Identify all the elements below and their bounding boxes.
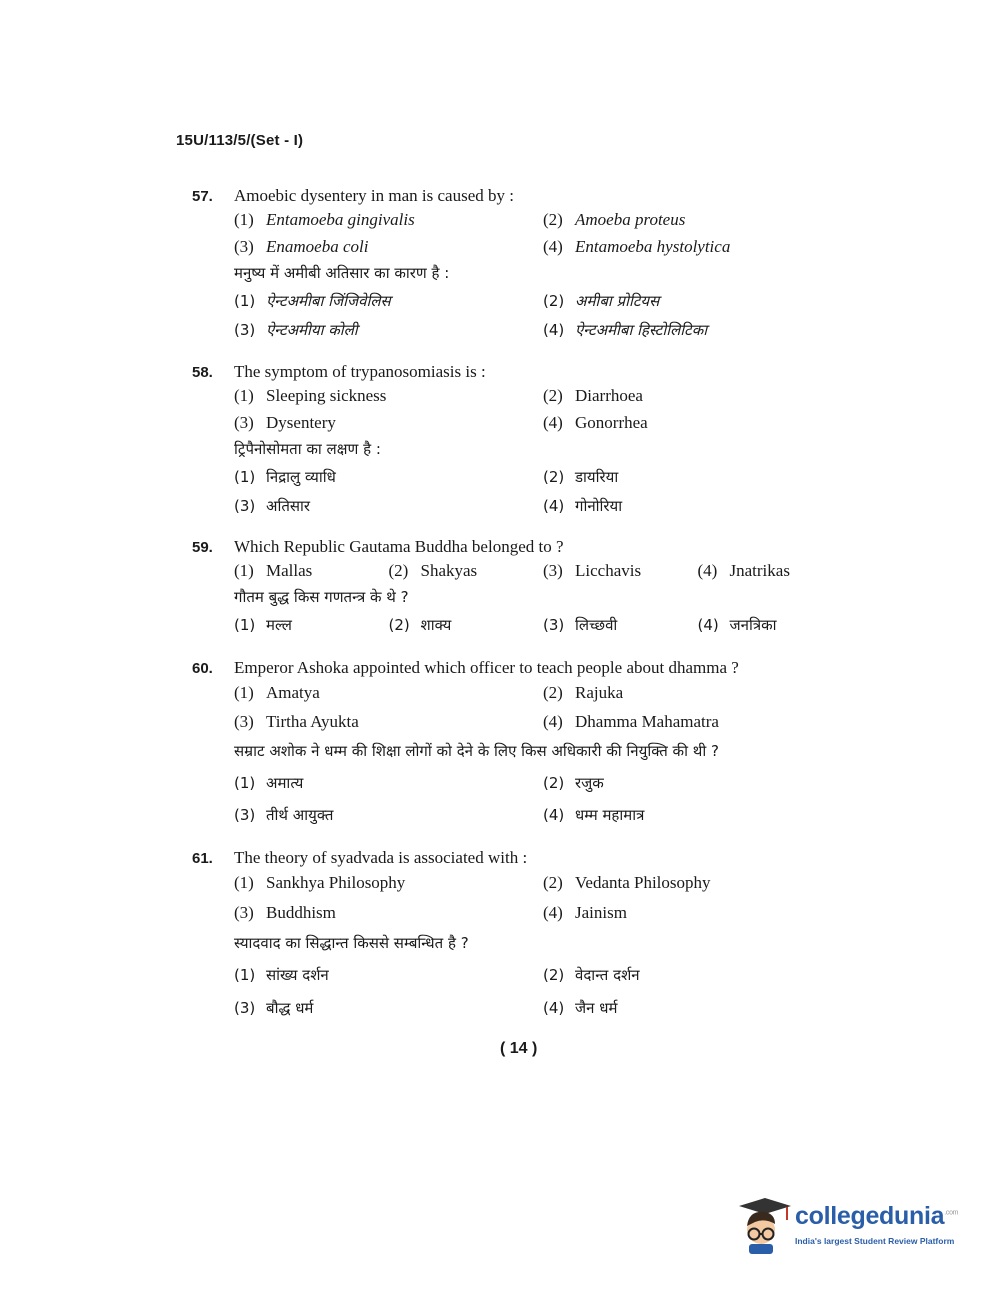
options-en [234, 206, 852, 260]
options-en [234, 382, 852, 436]
question-59 [192, 537, 852, 640]
question-number: 59. [192, 539, 213, 556]
question-60 [192, 658, 852, 831]
option-2-hi: (2) अमीबा प्रोटियस [543, 292, 660, 310]
option-1-hi: (1) निद्रालु व्याधि [234, 468, 336, 486]
question-58 [192, 362, 852, 521]
option-4: (4) Gonorrhea [543, 413, 648, 432]
option-1: (1) Mallas [234, 561, 313, 580]
option-1-hi: (1) अमात्य [234, 774, 304, 792]
option-4-hi: (4) गोनोरिया [543, 497, 623, 515]
option-2-hi: (2) शाक्य [388, 616, 452, 634]
option-4-hi: (4) जनत्रिका [697, 616, 777, 634]
question-text-en: Emperor Ashoka appointed which officer to teach people about dhamma ? [234, 658, 739, 677]
option-1: (1) Entamoeba gingivalis [234, 210, 415, 229]
collegedunia-logo [735, 1196, 965, 1256]
options-en [234, 557, 852, 584]
option-2-hi: (2) रजुक [543, 774, 604, 792]
options-hi [234, 959, 852, 1025]
question-number: 60. [192, 660, 213, 677]
question-text-en: Which Republic Gautama Buddha belonged to ? [234, 537, 564, 556]
options-en [234, 678, 852, 736]
option-2: (2) Diarrhoea [543, 386, 643, 405]
option-4: (4) Jainism [543, 903, 627, 922]
question-text-hi: गौतम बुद्ध किस गणतन्त्र के थे ? [234, 588, 409, 606]
options-hi [234, 287, 852, 345]
logo-wordmark: collegedunia [795, 1202, 945, 1230]
question-text-hi: सम्राट अशोक ने धम्म की शिक्षा लोगों को देने के लिए किस अधिकारी की नियुक्ति की थी ? [234, 742, 719, 760]
question-text-hi: ट्रिपैनोसोमता का लक्षण है : [234, 440, 381, 458]
option-3-hi: (3) अतिसार [234, 497, 311, 515]
paper-code: 15U/113/5/(Set - I) [176, 132, 304, 149]
option-3: (3) Tirtha Ayukta [234, 712, 359, 731]
question-57 [192, 186, 852, 345]
option-3-hi: (3) लिच्छवी [543, 616, 618, 634]
option-2-hi: (2) वेदान्त दर्शन [543, 966, 640, 984]
logo-tagline: India's largest Student Review Platform [795, 1236, 955, 1246]
question-61 [192, 848, 852, 1025]
option-2-hi: (2) डायरिया [543, 468, 619, 486]
option-3: (3) Enamoeba coli [234, 237, 369, 256]
question-number: 58. [192, 364, 213, 381]
option-2: (2) Vedanta Philosophy [543, 873, 711, 892]
option-3-hi: (3) तीर्थ आयुक्त [234, 806, 334, 824]
option-1: (1) Sankhya Philosophy [234, 873, 406, 892]
option-4-hi: (4) जैन धर्म [543, 999, 618, 1017]
options-hi [234, 611, 852, 640]
question-text-hi: स्यादवाद का सिद्धान्त किससे सम्बन्धित है ? [234, 934, 469, 952]
question-text-hi: मनुष्य में अमीबी अतिसार का कारण है : [234, 264, 450, 282]
option-3-hi: (3) बौद्ध धर्म [234, 999, 314, 1017]
question-text-en: The theory of syadvada is associated with : [234, 848, 528, 867]
option-4: (4) Dhamma Mahamatra [543, 712, 719, 731]
page-number: ( 14 ) [500, 1040, 538, 1057]
option-4-hi: (4) ऐन्टअमीबा हिस्टोलिटिका [543, 321, 708, 339]
option-3: (3) Buddhism [234, 903, 336, 922]
logo-suffix: .com [944, 1209, 959, 1217]
question-text-en: Amoebic dysentery in man is caused by : [234, 186, 514, 205]
option-1: (1) Sleeping sickness [234, 386, 387, 405]
option-2: (2) Amoeba proteus [543, 210, 686, 229]
option-1-hi: (1) मल्ल [234, 616, 292, 634]
option-2: (2) Shakyas [388, 561, 478, 580]
options-hi [234, 463, 852, 521]
options-hi [234, 767, 852, 831]
mascot-icon [735, 1196, 793, 1256]
option-3: (3) Licchavis [543, 561, 642, 580]
question-number: 61. [192, 850, 213, 867]
option-4: (4) Jnatrikas [697, 561, 790, 580]
option-1: (1) Amatya [234, 683, 320, 702]
question-text-en: The symptom of trypanosomiasis is : [234, 362, 486, 381]
options-en [234, 868, 852, 928]
option-4: (4) Entamoeba hystolytica [543, 237, 731, 256]
option-4-hi: (4) धम्म महामात्र [543, 806, 645, 824]
option-1-hi: (1) सांख्य दर्शन [234, 966, 329, 984]
option-3: (3) Dysentery [234, 413, 336, 432]
option-3-hi: (3) ऐन्टअमीया कोली [234, 321, 358, 339]
question-number: 57. [192, 188, 213, 205]
option-2: (2) Rajuka [543, 683, 624, 702]
option-1-hi: (1) ऐन्टअमीबा जिंजिवेलिस [234, 292, 391, 310]
